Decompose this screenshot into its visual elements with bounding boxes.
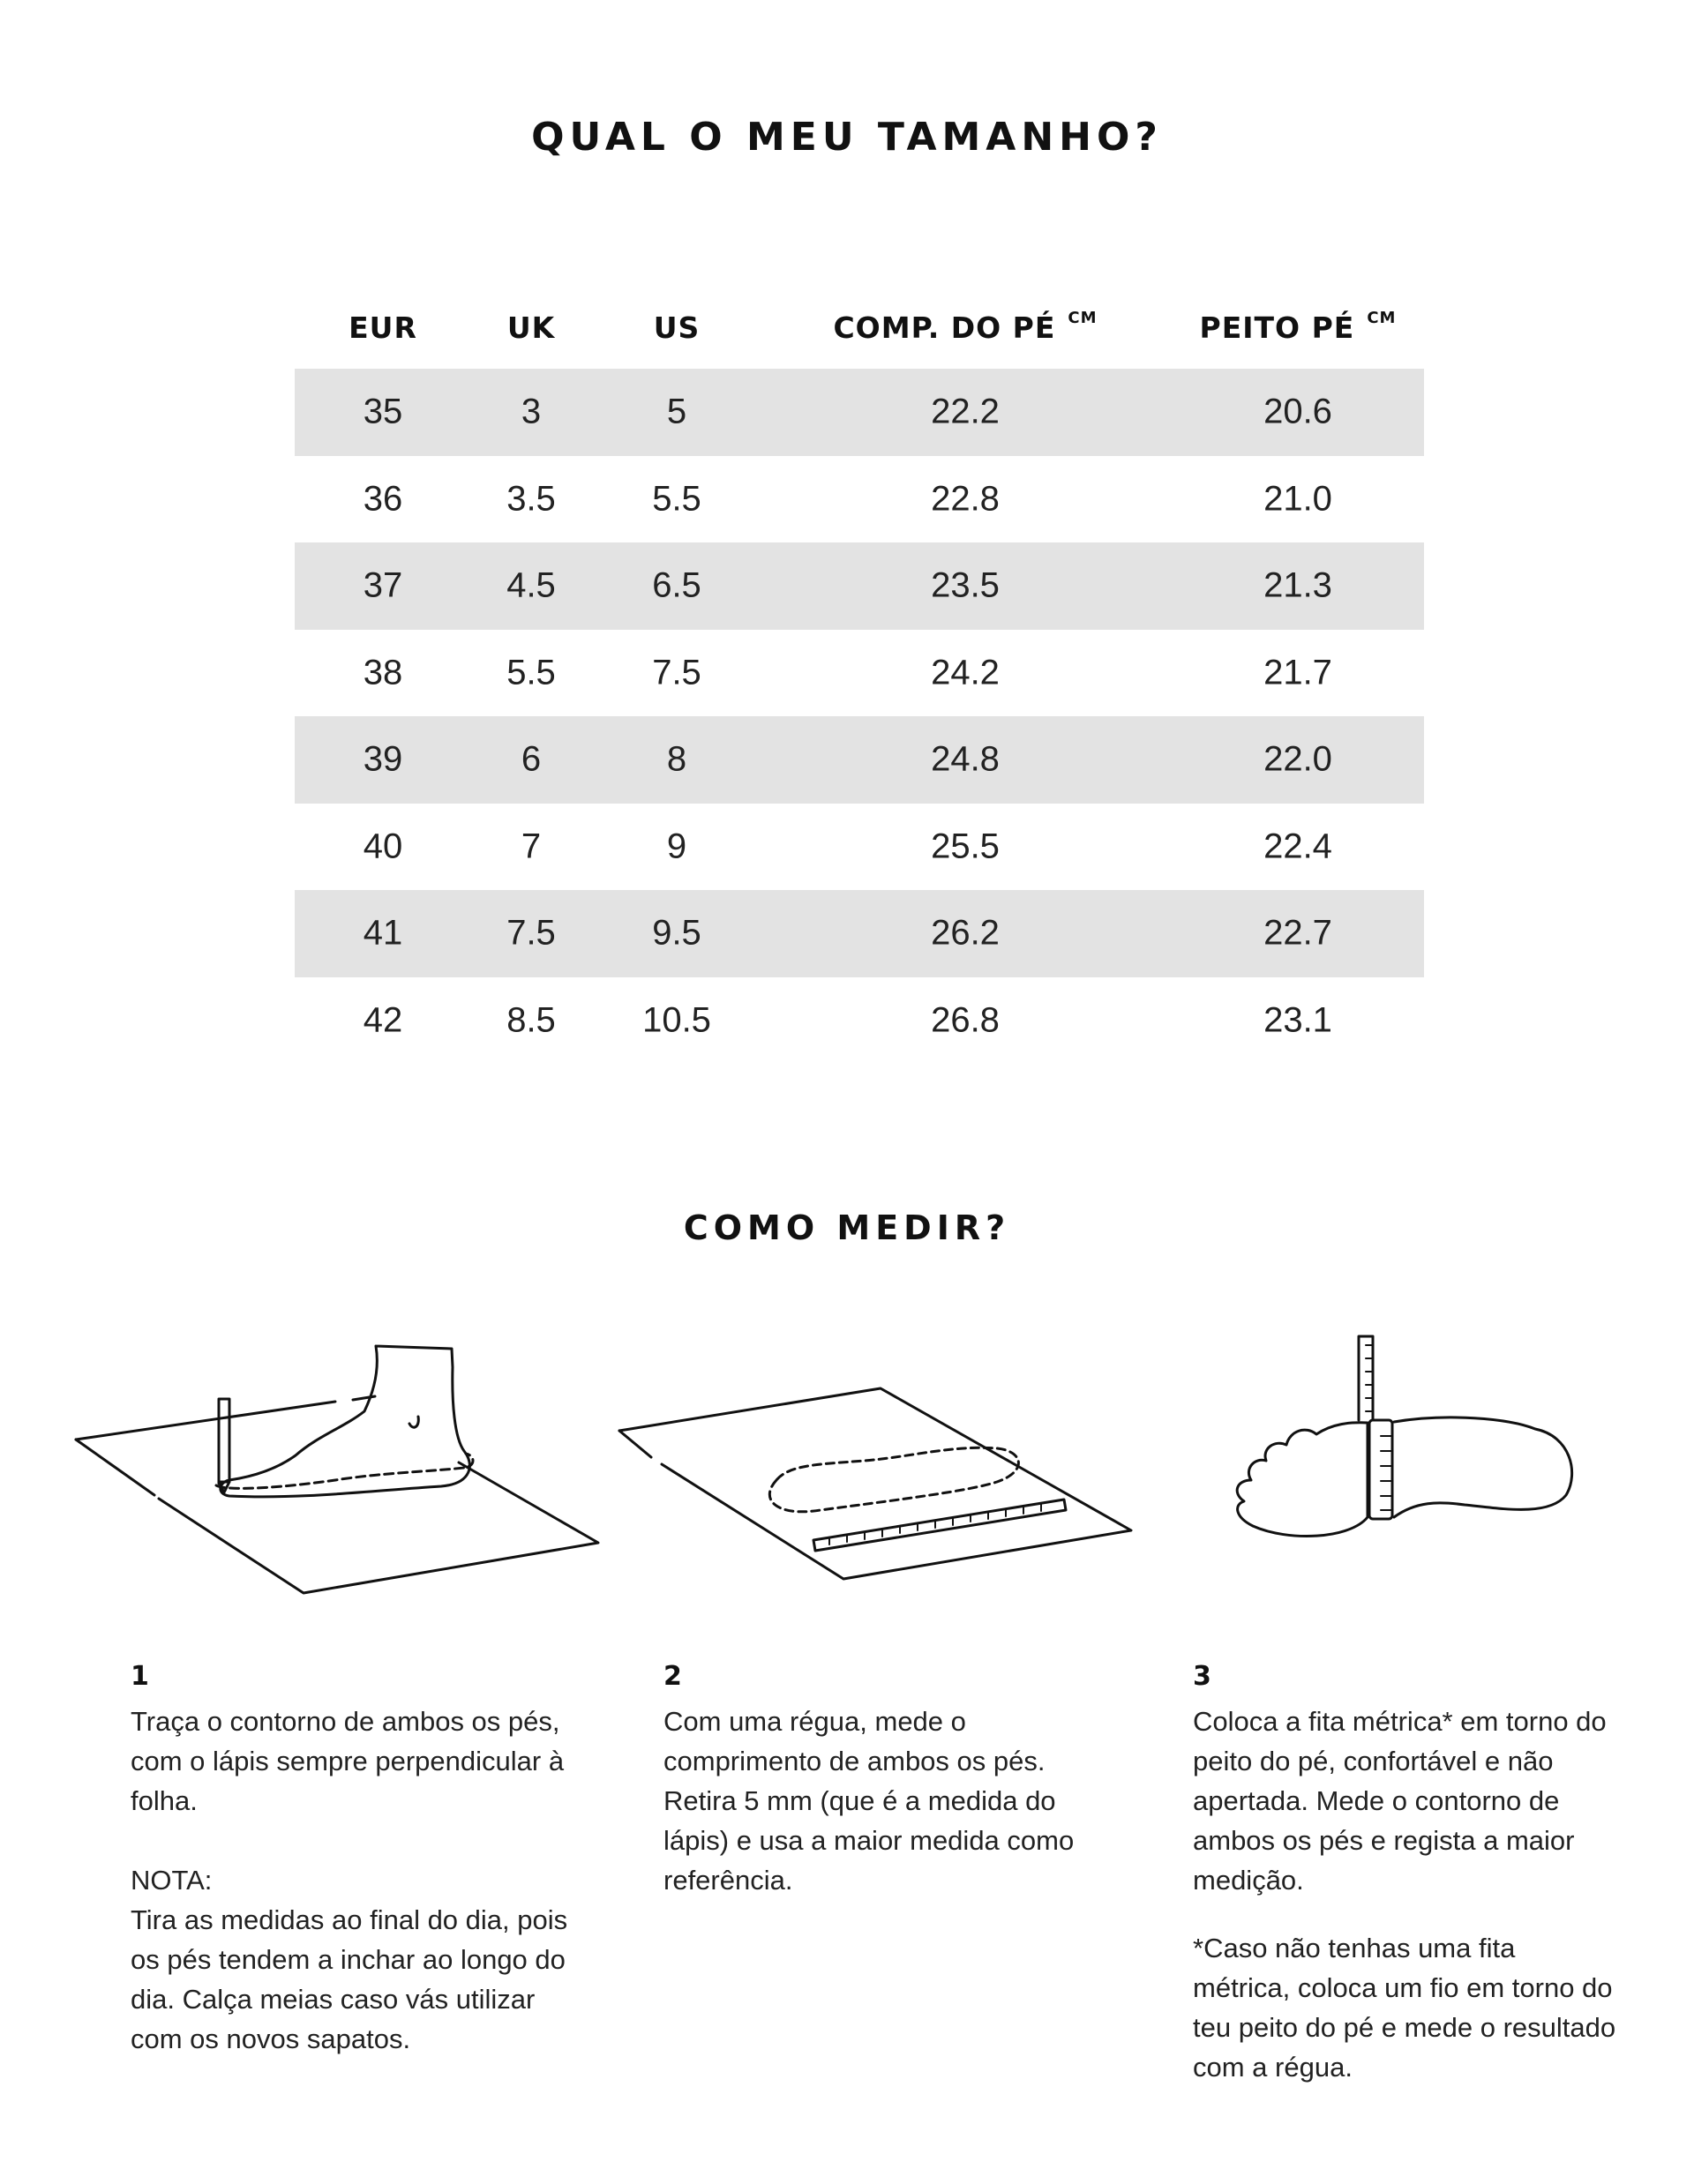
trace-foot-illustration xyxy=(71,1332,609,1605)
column-header-us xyxy=(654,310,701,345)
table-cell: 6.5 xyxy=(652,565,701,605)
table-cell: 7 xyxy=(521,826,542,866)
paper-edge xyxy=(76,1402,335,1440)
tape-measure-illustration xyxy=(1218,1332,1588,1552)
table-cell: 22.7 xyxy=(1263,913,1332,953)
table-row xyxy=(295,804,1424,891)
table-cell: 40 xyxy=(363,826,403,866)
table-cell: 7.5 xyxy=(506,913,556,953)
column-header-label: COMP. DO PÉ xyxy=(833,310,1056,345)
paper-sheet xyxy=(619,1388,1131,1579)
page-title: QUAL O MEU TAMANHO? xyxy=(531,115,1163,160)
ruler-measure-illustration xyxy=(609,1376,1156,1605)
table-row xyxy=(295,890,1424,977)
section-title: COMO MEDIR? xyxy=(683,1208,1011,1247)
table-cell: 41 xyxy=(363,913,403,953)
column-header-eur xyxy=(349,310,417,345)
table-row xyxy=(295,542,1424,630)
foot-outline xyxy=(221,1346,470,1497)
table-cell: 39 xyxy=(363,739,403,779)
table-row xyxy=(295,630,1424,717)
table-cell: 9.5 xyxy=(652,913,701,953)
table-cell: 7.5 xyxy=(652,653,701,692)
table-cell: 21.0 xyxy=(1263,479,1332,519)
table-cell: 22.4 xyxy=(1263,826,1332,866)
table-cell: 5.5 xyxy=(652,479,701,519)
step-2 xyxy=(663,1657,1096,1900)
table-cell: 21.7 xyxy=(1263,653,1332,692)
step-text: Com uma régua, mede o comprimento de ambos os pés. Retira 5 mm (que é a medida do lápis) e usa a maior medida como referência. xyxy=(663,1706,1075,1896)
unit-label: CM xyxy=(1068,309,1098,327)
step-number: 3 xyxy=(1193,1661,1211,1692)
traced-outline xyxy=(769,1447,1018,1512)
traced-outline xyxy=(216,1454,473,1488)
table-cell: 36 xyxy=(363,479,403,519)
table-cell: 25.5 xyxy=(931,826,1000,866)
table-cell: 4.5 xyxy=(506,565,556,605)
table-cell: 22.2 xyxy=(931,392,1000,431)
size-table xyxy=(295,298,1424,1064)
paper-edge xyxy=(76,1440,154,1495)
column-header-label: EUR xyxy=(349,310,417,345)
column-header-foot-length xyxy=(833,310,1097,345)
table-cell: 22.0 xyxy=(1263,739,1332,779)
table-cell: 38 xyxy=(363,653,403,692)
note-label: NOTA: xyxy=(131,1865,213,1896)
tape-band xyxy=(1369,1420,1392,1519)
note-text: Tira as medidas ao final do dia, pois os pés tendem a inchar ao longo do dia. Calça meias caso vás utilizar com os novos sapatos. xyxy=(131,1904,568,2054)
table-row xyxy=(295,456,1424,543)
table-cell: 22.8 xyxy=(931,479,1000,519)
table-cell: 5 xyxy=(666,392,687,431)
table-cell: 23.1 xyxy=(1263,1000,1332,1040)
foot-outline xyxy=(1394,1417,1572,1517)
table-cell: 21.3 xyxy=(1263,565,1332,605)
step-text: Coloca a fita métrica* em torno do peito do pé, confortável e não apertada. Mede o contorno de ambos os pés e regista a maior medição. xyxy=(1193,1706,1607,1896)
unit-label: CM xyxy=(1367,309,1397,327)
pencil-icon xyxy=(219,1399,229,1492)
paper-edge xyxy=(619,1431,651,1457)
table-cell: 42 xyxy=(363,1000,403,1040)
table-cell: 23.5 xyxy=(931,565,1000,605)
column-header-label: UK xyxy=(506,310,556,345)
column-header-uk xyxy=(507,310,555,345)
tape-end xyxy=(1359,1336,1373,1420)
table-cell: 35 xyxy=(363,392,403,431)
table-header xyxy=(295,298,1424,369)
ruler-ticks xyxy=(829,1504,1041,1545)
table-cell: 24.2 xyxy=(931,653,1000,692)
table-cell: 20.6 xyxy=(1263,392,1332,431)
table-row xyxy=(295,369,1424,456)
step-number: 2 xyxy=(663,1661,682,1692)
table-cell: 8 xyxy=(666,739,687,779)
table-row xyxy=(295,716,1424,804)
table-cell: 26.8 xyxy=(931,1000,1000,1040)
ankle-mark xyxy=(409,1417,418,1427)
table-cell: 3 xyxy=(521,392,542,431)
table-cell: 5.5 xyxy=(506,653,556,692)
table-cell: 24.8 xyxy=(931,739,1000,779)
table-cell: 9 xyxy=(666,826,687,866)
step-number: 1 xyxy=(131,1661,149,1692)
footnote-text: *Caso não tenhas uma fita métrica, coloca um fio em torno do teu peito do pé e mede o resultado com a régua. xyxy=(1193,1933,1616,2083)
step-1 xyxy=(131,1657,572,2059)
step-text: Traça o contorno de ambos os pés, com o lápis sempre perpendicular à folha. xyxy=(131,1706,565,1816)
table-row xyxy=(295,977,1424,1065)
column-header-instep xyxy=(1200,310,1397,345)
table-cell: 10.5 xyxy=(642,1000,711,1040)
column-header-label: US xyxy=(653,310,701,345)
table-cell: 37 xyxy=(363,565,403,605)
table-cell: 6 xyxy=(521,739,542,779)
toes-outline xyxy=(1237,1423,1368,1537)
table-cell: 26.2 xyxy=(931,913,1000,953)
column-header-label: PEITO PÉ xyxy=(1199,310,1355,345)
table-cell: 3.5 xyxy=(506,479,556,519)
step-3 xyxy=(1193,1657,1616,2087)
table-body xyxy=(295,369,1424,1064)
table-cell: 8.5 xyxy=(506,1000,556,1040)
